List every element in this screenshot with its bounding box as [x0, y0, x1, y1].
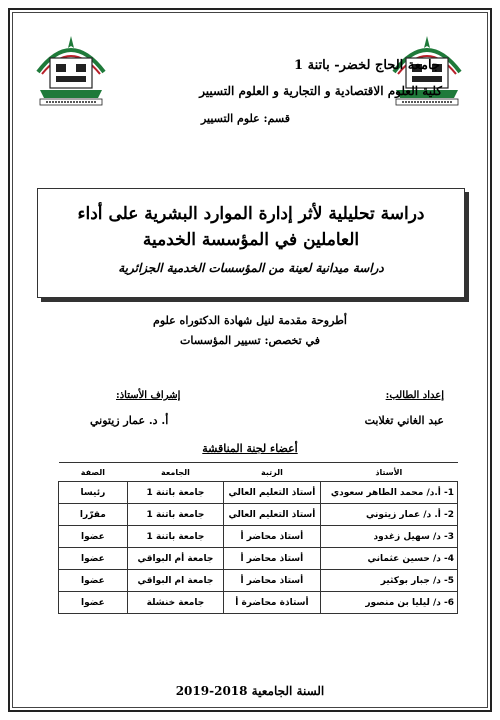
specialty-line: في تخصص: تسيير المؤسسات: [180, 334, 320, 347]
member-role: عضوا: [59, 548, 128, 570]
header-university: الجامعة: [127, 463, 223, 482]
thesis-subtitle: دراسة ميدانية لعينة من المؤسسات الخدمية الجزائرية: [118, 261, 384, 275]
member-rank: أستاذ محاضر أ: [224, 526, 321, 548]
member-name: 2- أ. د/ عمار زيتوني: [320, 504, 457, 526]
supervisor-label: إشراف الأستاذ:: [116, 390, 181, 401]
thesis-note: أطروحة مقدمة لنيل شهادة الدكتوراه علوم: [153, 314, 347, 327]
member-role: عضوا: [59, 570, 128, 592]
member-rank: أستاذ التعليم العالي: [224, 504, 321, 526]
student-name: عبد الغاني تغلابت: [364, 414, 444, 427]
member-university: جامعة أم البواقي: [127, 548, 223, 570]
member-rank: أستاذ محاضر أ: [224, 570, 321, 592]
supervisor-name: أ. د. عمار زيتوني: [90, 414, 169, 427]
member-name: 4- د/ حسين عثماني: [320, 548, 457, 570]
thesis-title: دراسة تحليلية لأثر إدارة الموارد البشرية على أداء العاملين في المؤسسة الخدمية: [77, 204, 425, 250]
member-rank: أستاذ التعليم العالي: [224, 482, 321, 504]
header-role: الصفة: [59, 463, 128, 482]
header-name: الأستاذ: [320, 463, 457, 482]
table-row: [59, 526, 458, 548]
table-row: [59, 504, 458, 526]
member-name: 6- د/ ليليا بن منصور: [320, 592, 457, 614]
member-university: جامعة باتنة 1: [127, 504, 223, 526]
member-rank: أستاذ محاضر أ: [224, 548, 321, 570]
member-role: رئيسا: [59, 482, 128, 504]
table-row: [59, 570, 458, 592]
member-university: جامعة خنشلة: [127, 592, 223, 614]
table-row: [59, 548, 458, 570]
member-name: 3- د/ سهيل زغدود: [320, 526, 457, 548]
header-rank: الرتبة: [224, 463, 321, 482]
member-role: مقرّرا: [59, 504, 128, 526]
table-row: [59, 592, 458, 614]
committee-header-row: [59, 463, 458, 482]
table-row: [59, 482, 458, 504]
member-role: عضوا: [59, 592, 128, 614]
member-university: جامعة باتنة 1: [127, 482, 223, 504]
university-name: جامعة الحاج لخضر- باتنة 1: [294, 58, 440, 73]
title-box: [37, 188, 465, 298]
member-name: 1- أ.د/ محمد الطاهر سعودي: [320, 482, 457, 504]
committee-title: أعضاء لجنة المناقشة: [202, 442, 298, 455]
university-logo-left: [30, 32, 112, 108]
member-university: جامعة باتنة 1: [127, 526, 223, 548]
faculty-name: كلية العلوم الاقتصادية و التجارية و العلوم التسيير: [199, 84, 442, 98]
committee-table: [58, 462, 458, 614]
member-university: جامعة ام البواقي: [127, 570, 223, 592]
member-role: عضوا: [59, 526, 128, 548]
member-rank: أستاذة محاضرة أ: [224, 592, 321, 614]
department-name: قسم: علوم التسيير: [200, 112, 290, 125]
student-label: إعداد الطالب:: [385, 390, 444, 401]
academic-year: السنة الجامعية 2018-2019: [175, 684, 325, 698]
member-name: 5- د/ جبار بوكثير: [320, 570, 457, 592]
